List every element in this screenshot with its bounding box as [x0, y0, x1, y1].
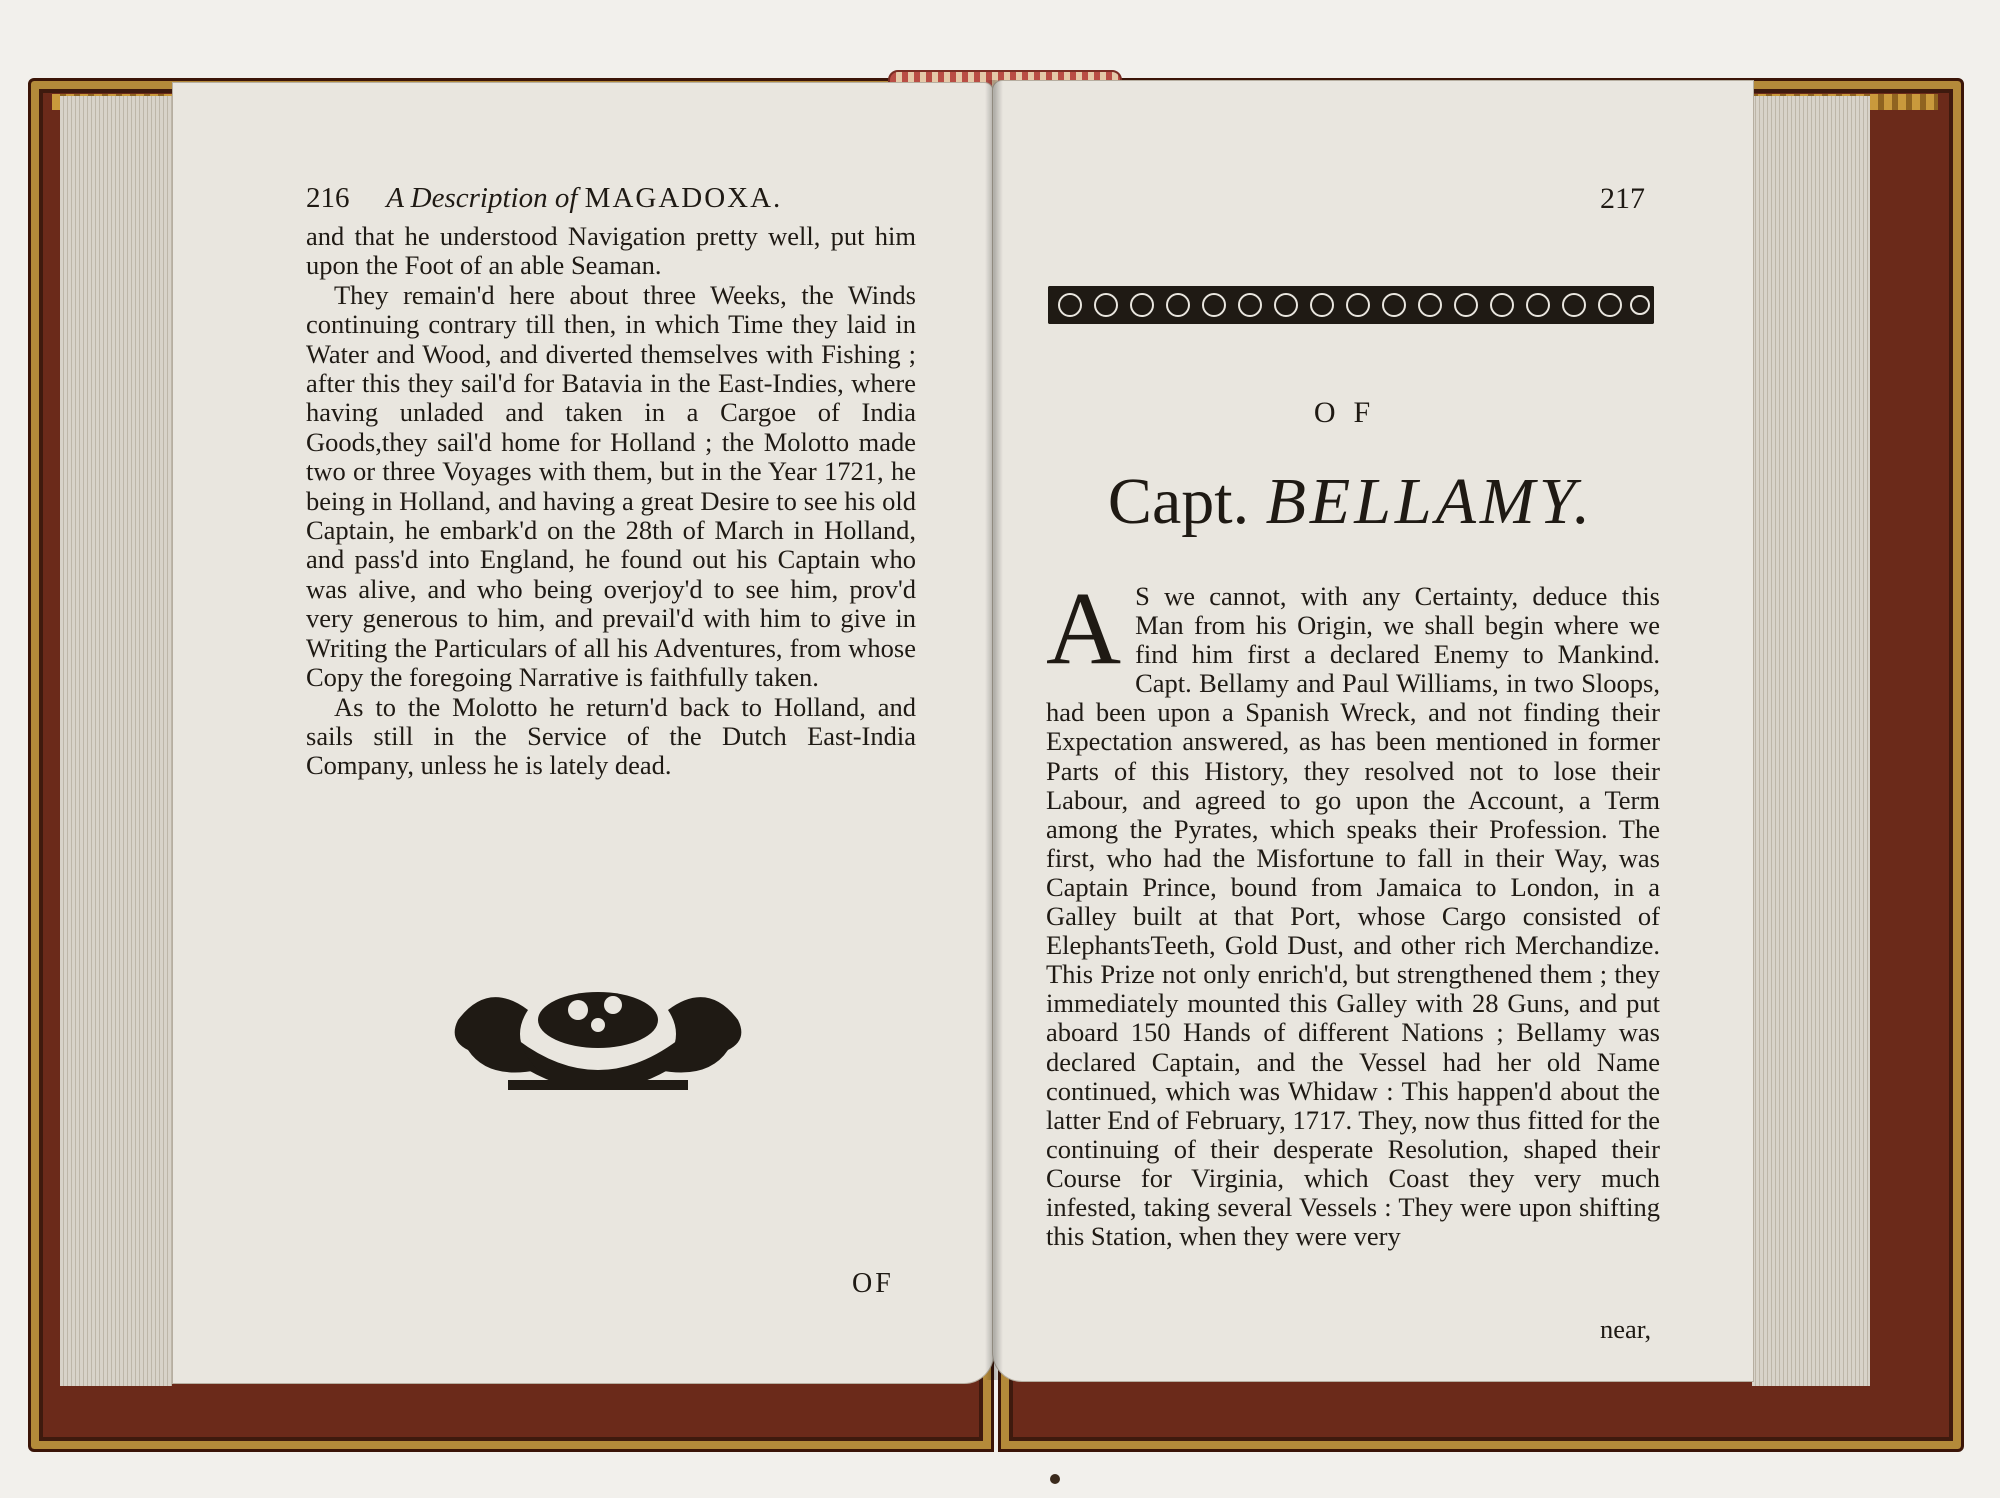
- book-gutter: [985, 80, 1003, 1380]
- title-prefix: Capt.: [1107, 465, 1250, 538]
- page-edges-left: [60, 96, 172, 1386]
- left-catchword: OF: [852, 1268, 894, 1299]
- right-page-text: [1046, 571, 1660, 1252]
- page-edges-right: [1752, 96, 1870, 1386]
- right-page-number: 217: [1600, 182, 1645, 215]
- chapter-of-label: OF: [1313, 396, 1389, 429]
- drop-cap: A: [1046, 571, 1122, 686]
- paragraph: They remain'd here about three Weeks, the Winds continuing contrary till then, in which Time they laid in Water and Wood, and diverted themselves with Fishing ; after this they sail'd for Batavia in the East-Indies, where having unladed and taken in a Cargoe of India Goods,they sail'd home for Holland ; the Molotto made two or three Voyages with them, but in the Year 1721, he being in Holland, and having a great Desire to see his old Captain, he embark'd on the 28th of March in Holland, and pass'd into England, he found out his Captain who was alive, and who being overjoy'd to see him, prov'd very generous to him, and prevail'd with him to give in Writing the Particulars of all his Adventures, from whose Copy the foregoing Narrative is faithfully taken.: [306, 279, 916, 693]
- chapter-title: [1048, 464, 1654, 540]
- right-catchword: near,: [1600, 1314, 1652, 1344]
- fruit-basket-ornament-icon: [448, 980, 748, 1170]
- paragraph: and that he understood Navigation pretty well, put him upon the Foot of an able Seaman.: [306, 221, 916, 281]
- body-text: S we cannot, with any Certainty, deduce this Man from his Origin, we shall begin where we find him first a declared Enemy to Mankind. Capt. Bellamy and Paul Williams, in two Sloops, had been upon a Spanish Wreck, and not finding their Expectation answered, as has been mentioned in former Parts of this History, they resolved not to lose their Labour, and agreed to go upon the Account, a Term among the Pyrates, which speaks their Profession. The first, who had the Misfortune to fall in their Way, was Captain Prince, bound from Jamaica to London, in a Galley built at that Port, whose Cargo consisted of ElephantsTeeth, Gold Dust, and other rich Merchandize. This Prize not only enrich'd, but strengthened them ; they immediately mounted this Galley with 28 Guns, and put aboard 150 Hands of different Nations ; Bellamy was declared Captain, and the Vessel had her old Name continued, which was Whidaw : This happen'd about the latter End of February, 1717. They, now thus fitted for the continuing of their desperate Resolution, shaped their Course for Virginia, which Coast they very much infested, taking several Vessels : They were upon shifting this Station, when they were very: [1046, 581, 1660, 1252]
- left-page-text: [306, 222, 916, 781]
- title-name: BELLAMY.: [1265, 465, 1595, 538]
- paragraph: As to the Molotto he return'd back to Holland, and sails still in the Service of the Dutch East-India Company, unless he is lately dead.: [306, 691, 916, 781]
- left-page-number: 216: [306, 182, 350, 214]
- left-running-head: [306, 182, 906, 215]
- running-head-italic: A Description of: [386, 182, 578, 214]
- running-head-caps: MAGADOXA.: [584, 182, 783, 214]
- table-speck: [1050, 1474, 1060, 1484]
- decorative-border-icon: [1048, 286, 1654, 324]
